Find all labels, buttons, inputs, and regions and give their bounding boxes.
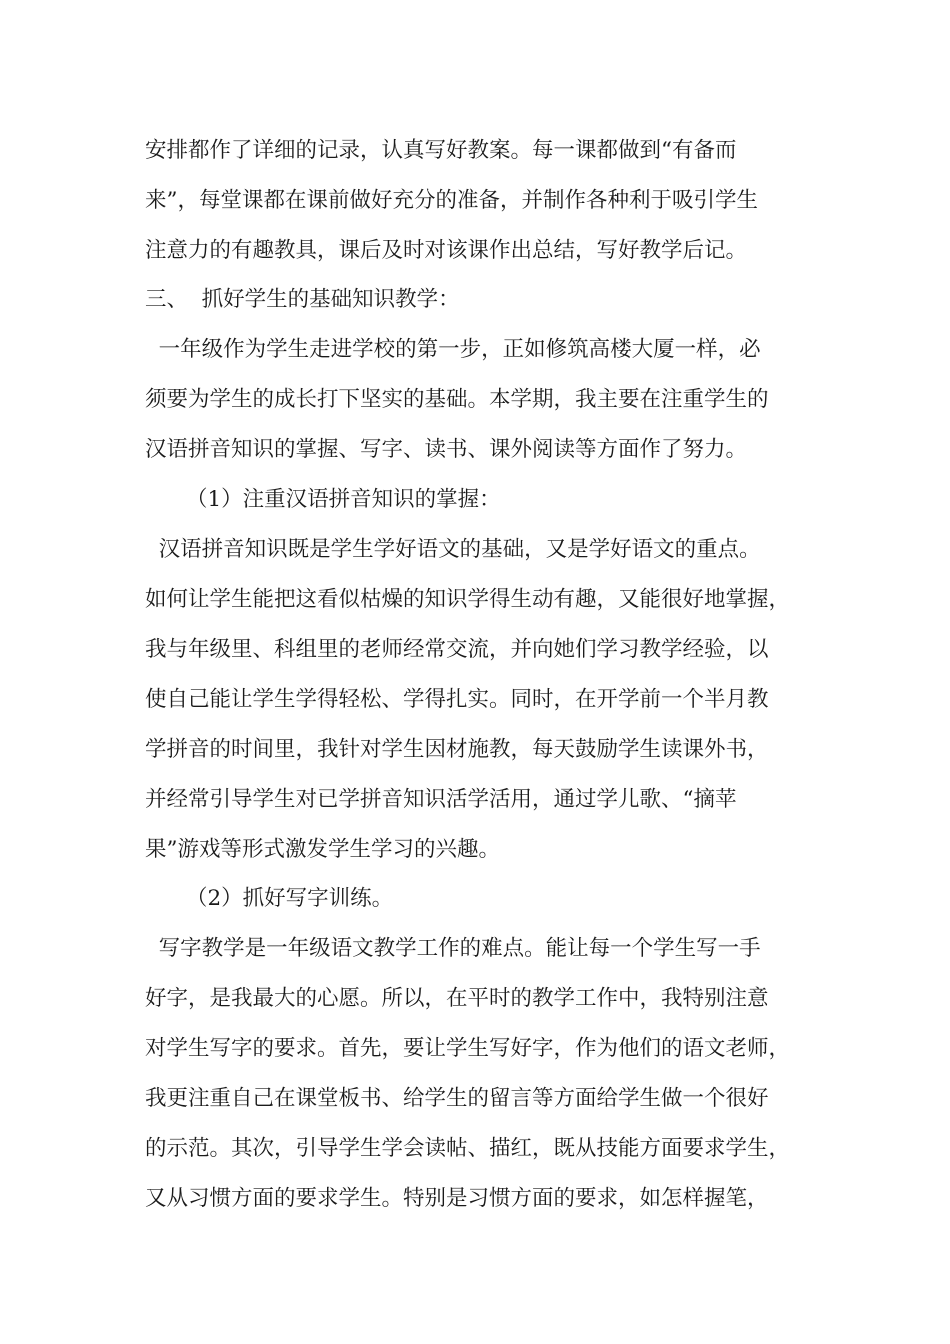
- text-line: 学拼音的时间里，我针对学生因材施教，每天鼓励学生读课外书，: [145, 737, 769, 762]
- text-line: 并经常引导学生对已学拼音知识活学活用，通过学儿歌、“摘苹: [145, 787, 737, 812]
- text-line: 使自己能让学生学得轻松、学得扎实。同时，在开学前一个半月教: [145, 687, 769, 712]
- text-line: 又从习惯方面的要求学生。特别是习惯方面的要求，如怎样握笔，: [145, 1186, 769, 1211]
- text-line: 汉语拼音知识的掌握、写字、读书、课外阅读等方面作了努力。: [145, 437, 748, 462]
- text-line: 写字教学是一年级语文教学工作的难点。能让每一个学生写一手: [145, 936, 761, 961]
- text-line: 汉语拼音知识既是学生学好语文的基础，又是学好语文的重点。: [145, 537, 761, 562]
- text-line: 须要为学生的成长打下坚实的基础。本学期，我主要在注重学生的: [145, 387, 769, 412]
- text-line: 的示范。其次，引导学生学会读帖、描红，既从技能方面要求学生，: [145, 1136, 791, 1161]
- text-line: 如何让学生能把这看似枯燥的知识学得生动有趣，又能很好地掌握，: [145, 587, 791, 612]
- subsection-heading: （1）注重汉语拼音知识的掌握：: [145, 487, 501, 512]
- text-line: 对学生写字的要求。首先，要让学生写好字，作为他们的语文老师，: [145, 1036, 791, 1061]
- text-line: 我与年级里、科组里的老师经常交流，并向她们学习教学经验，以: [145, 637, 769, 662]
- text-line: 注意力的有趣教具，课后及时对该课作出总结，写好教学后记。: [145, 238, 748, 263]
- text-line: 好字，是我最大的心愿。所以，在平时的教学工作中，我特别注意: [145, 986, 769, 1011]
- text-line: 来”，每堂课都在课前做好充分的准备，并制作各种利于吸引学生: [145, 188, 758, 213]
- text-line: 我更注重自己在课堂板书、给学生的留言等方面给学生做一个很好: [145, 1086, 769, 1111]
- section-heading: 三、 抓好学生的基础知识教学：: [145, 287, 460, 312]
- text-line: 一年级作为学生走进学校的第一步，正如修筑高楼大厦一样，必: [145, 337, 761, 362]
- text-line: 果”游戏等形式激发学生学习的兴趣。: [145, 837, 500, 862]
- subsection-heading: （2）抓好写字训练。: [145, 886, 394, 911]
- text-line: 安排都作了详细的记录，认真写好教案。每一课都做到“有备而: [145, 138, 737, 163]
